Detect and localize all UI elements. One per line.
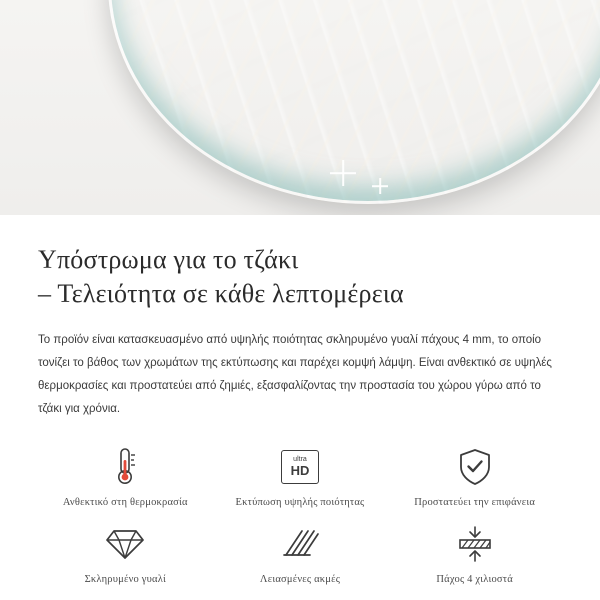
feature-label: Εκτύπωση υψηλής ποιότητας — [235, 496, 365, 508]
feature-label: Σκληρυμένο γυαλί — [84, 573, 167, 585]
polished-edges-icon — [280, 522, 320, 566]
headline-line-2: – Τελειότητα σε κάθε λεπτομέρεια — [38, 278, 404, 308]
ultra-hd-icon — [281, 445, 319, 489]
feature-label: Λειασμένες ακμές — [259, 573, 341, 585]
feature-item — [38, 522, 213, 585]
feature-grid — [38, 445, 562, 585]
feature-item — [213, 445, 388, 508]
feature-item — [213, 522, 388, 585]
feature-label: Πάχος 4 χιλιοστά — [436, 573, 513, 585]
ultra-hd-badge-top: ultra — [293, 456, 307, 464]
marble-glass-plate-image — [108, 0, 600, 204]
thickness-icon — [455, 522, 495, 566]
feature-label: Προστατεύει την επιφάνεια — [414, 496, 536, 508]
diamond-icon — [105, 522, 145, 566]
feature-item — [387, 445, 562, 508]
content-area — [0, 243, 600, 585]
shield-check-icon — [457, 445, 493, 489]
thermometer-icon — [110, 445, 140, 489]
feature-label: Ανθεκτικό στη θερμοκρασία — [62, 496, 188, 508]
ultra-hd-badge-bottom: HD — [290, 463, 310, 479]
description-paragraph: Το προϊόν είναι κατασκευασμένο από υψηλής ποιότητας σκληρυμένο γυαλί πάχους 4 mm, το οποίο τονίζει το βάθος των χρωμάτων της εκτύπωσης και παρέχει κομψή λάμψη. Είναι ανθεκτικό σε υψηλές θερμοκρασίες και προστατεύει από ζημιές, εξασφαλίζοντας την προστασία του χώρου γύρω από το τζάκι για χρόνια. — [38, 333, 552, 415]
feature-item — [387, 522, 562, 585]
hero-image — [0, 0, 600, 215]
headline-line-1: Υπόστρωμα για το τζάκι — [38, 245, 299, 274]
page-title — [38, 243, 562, 311]
feature-item — [38, 445, 213, 508]
